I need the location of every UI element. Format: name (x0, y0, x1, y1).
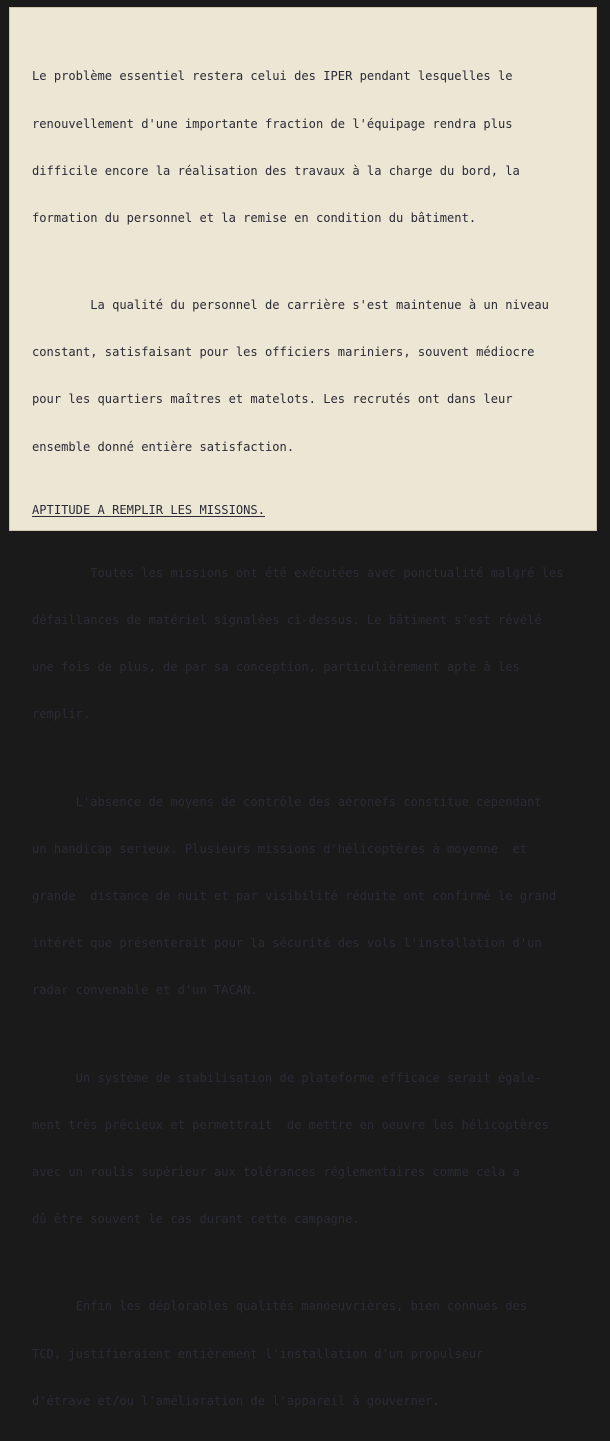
text-line: Un système de stabilisation de plateforme efficace serait égale- (32, 1070, 542, 1085)
section-heading: APTITUDE A REMPLIR LES MISSIONS. (32, 502, 265, 517)
text-line: ensemble donné entière satisfaction. (32, 439, 295, 454)
spacer (32, 754, 596, 763)
text-line: Enfin les déplorables qualités manoeuvrières, bien connues des (32, 1299, 528, 1314)
text-line: Toutes les missions ont été exécutées avec ponctualité malgré les (32, 565, 564, 580)
text-line: remplir. (32, 707, 91, 722)
text-line: une fois de plus, de par sa conception, particulièrement apte à les (32, 660, 520, 675)
text-line: constant, satisfaisant pour les officiers mariniers, souvent médiocre (32, 345, 535, 360)
paragraph-aeronefs (32, 763, 596, 1030)
section-heading-wrap (32, 503, 596, 519)
text-line: formation du personnel et la remise en condition du bâtiment. (32, 210, 477, 225)
text-line: Le problème essentiel restera celui des IPER pendant lesquelles le (32, 69, 513, 84)
paragraph-manoeuvrabilite (32, 1268, 596, 1441)
document-page (9, 7, 597, 1408)
paragraph-iper (32, 38, 596, 258)
text-line: dû être souvent le cas durant cette campagne. (32, 1211, 360, 1226)
spacer (32, 518, 596, 534)
text-line: un handicap serieux. Plusieurs missions d'hélicoptères à moyenne et (32, 841, 528, 856)
spacer (32, 1030, 596, 1039)
paragraph-stabilisation (32, 1039, 596, 1259)
text-line: ment très précieux et permettrait de mettre en oeuvre les hélicoptères (32, 1117, 549, 1132)
text-line: d'étrave et/ou l'amélioration de l'appareil à gouverner. (32, 1393, 440, 1408)
spacer (32, 487, 596, 503)
text-line: pour les quartiers maîtres et matelots. Les recrutés ont dans leur (32, 392, 513, 407)
text-line: difficile encore la réalisation des travaux à la charge du bord, la (32, 163, 520, 178)
text-line: intérêt que présenterait pour la sécurité des vols l'installation d'un (32, 935, 542, 950)
text-line: grande distance de nuit et par visibilité réduite ont confirmé le grand (32, 888, 557, 903)
paragraph-missions (32, 534, 596, 754)
text-line: avec un roulis supérieur aux tolérances réglementaires comme cela a (32, 1164, 520, 1179)
text-line: L'absence de moyens de contrôle des aéronefs constitue cependant (32, 794, 542, 809)
text-line: renouvellement d'une importante fraction de l'équipage rendra plus (32, 116, 513, 131)
text-line: TCD, justifieraient entièrement l'installation d'un propulseur (32, 1346, 484, 1361)
paragraph-personnel (32, 267, 596, 487)
spacer (32, 1259, 596, 1268)
text-line: défaillances de matériel signalées ci-dessus. Le bâtiment s'est révélé (32, 612, 542, 627)
text-line: La qualité du personnel de carrière s'est maintenue à un niveau (32, 298, 549, 313)
spacer (32, 258, 596, 267)
text-line: radar convenable et d'un TACAN. (32, 983, 258, 998)
